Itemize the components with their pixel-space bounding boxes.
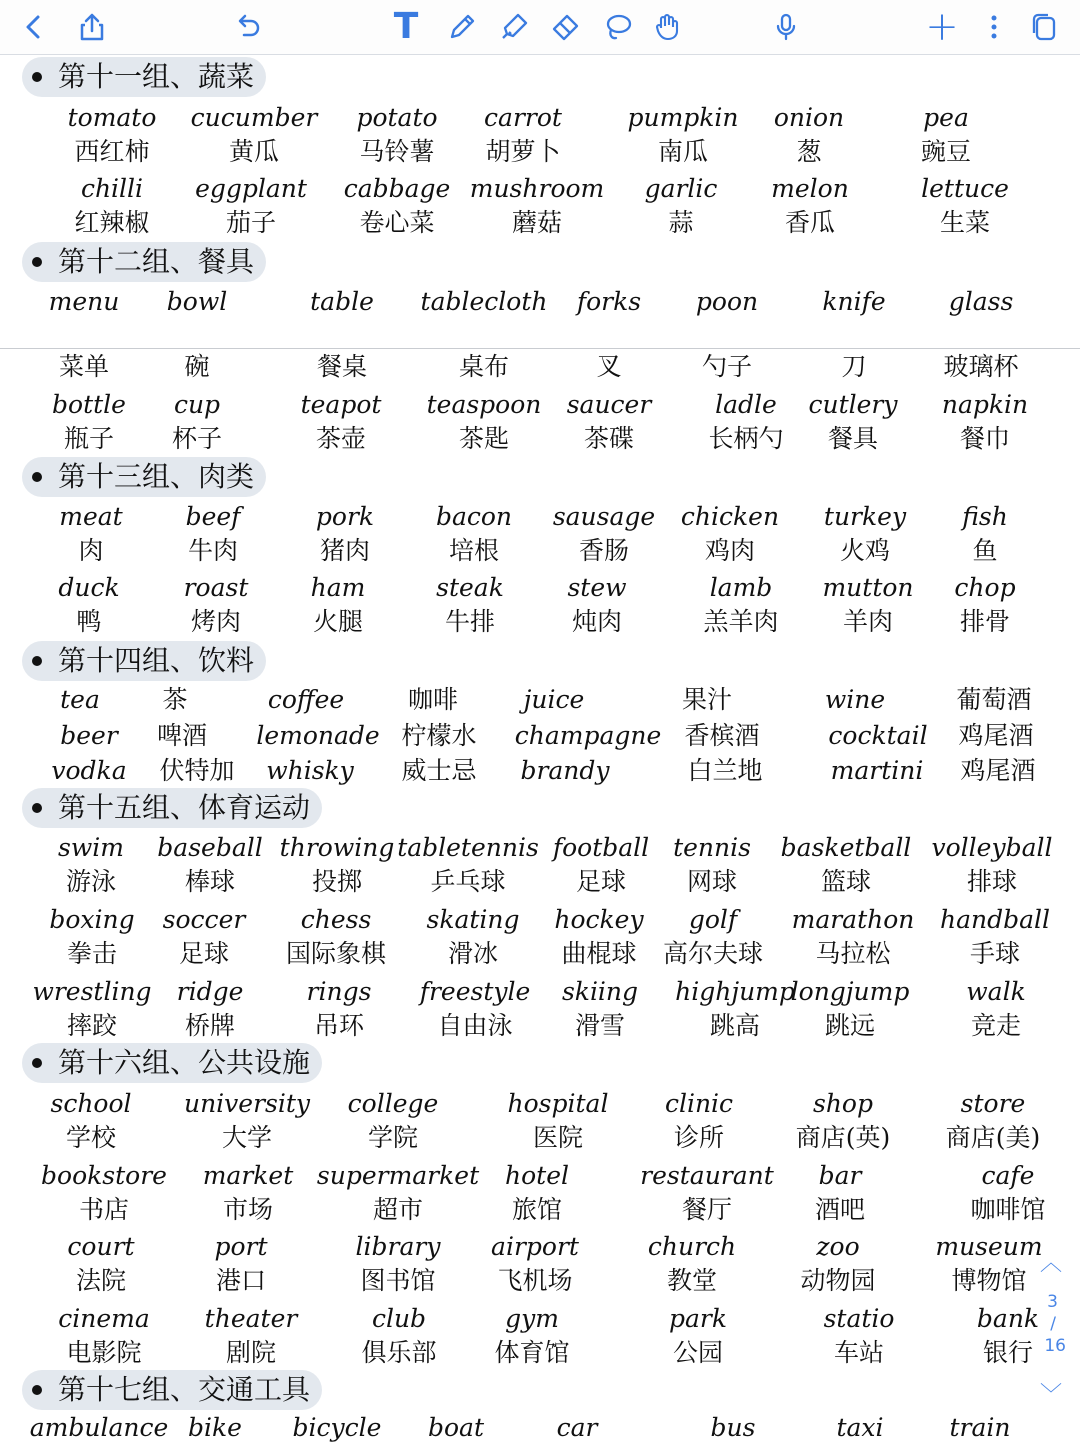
english-word: glass xyxy=(948,287,1014,316)
english-word: bottle xyxy=(52,390,126,419)
english-word: gym xyxy=(505,1304,559,1333)
english-word: skating xyxy=(426,905,520,934)
chinese-word: 酒吧 xyxy=(814,1195,866,1224)
bullet-icon xyxy=(32,1385,42,1395)
english-word: table xyxy=(310,287,374,316)
microphone-icon[interactable] xyxy=(766,7,806,47)
english-word: tablecloth xyxy=(420,287,548,316)
chinese-word: 投掷 xyxy=(311,867,363,896)
chinese-word: 曲棍球 xyxy=(561,939,637,968)
chinese-word: 香瓜 xyxy=(784,208,836,237)
english-word: saucer xyxy=(566,390,652,419)
english-word: cutlery xyxy=(808,390,898,419)
chinese-word: 培根 xyxy=(448,536,500,565)
english-word: turkey xyxy=(823,502,907,531)
chinese-word: 公园 xyxy=(672,1338,724,1367)
chinese-word: 学院 xyxy=(367,1123,419,1152)
page-separator: / xyxy=(1050,1314,1056,1334)
english-word: park xyxy=(668,1304,728,1333)
chinese-word: 南瓜 xyxy=(657,137,709,166)
chinese-word: 电影院 xyxy=(66,1338,142,1367)
chinese-word: 咖啡 xyxy=(407,685,459,714)
english-word: lettuce xyxy=(921,174,1009,203)
english-word: bar xyxy=(818,1161,862,1190)
chinese-word: 排骨 xyxy=(959,607,1011,636)
english-word: cabbage xyxy=(343,174,451,203)
english-word: tabletennis xyxy=(397,833,539,862)
chinese-word: 茶 xyxy=(162,685,188,714)
page-current: 3 xyxy=(1047,1292,1058,1312)
chinese-word: 马铃薯 xyxy=(359,137,435,166)
chinese-word: 鸭 xyxy=(76,607,102,636)
english-word: ham xyxy=(310,573,366,602)
english-word: beef xyxy=(185,502,241,531)
scroll-down-icon[interactable]: ﹀ xyxy=(1039,1383,1062,1408)
english-word: beer xyxy=(60,721,118,750)
chinese-word: 自由泳 xyxy=(437,1011,513,1040)
chinese-word: 餐桌 xyxy=(316,352,368,381)
chinese-word: 柠檬水 xyxy=(401,721,477,750)
english-word: golf xyxy=(688,905,738,934)
chinese-word: 商店(美) xyxy=(945,1123,1041,1152)
chinese-word: 香槟酒 xyxy=(684,721,760,750)
english-word: poon xyxy=(695,287,759,316)
english-word: onion xyxy=(773,103,845,132)
english-word: hockey xyxy=(554,905,644,934)
chinese-word: 烤肉 xyxy=(190,607,242,636)
chinese-word: 玻璃杯 xyxy=(943,352,1019,381)
english-word: stew xyxy=(567,573,627,602)
english-word: champagne xyxy=(514,721,662,750)
english-word: clinic xyxy=(664,1089,734,1118)
chinese-word: 书店 xyxy=(78,1195,130,1224)
chinese-word: 茄子 xyxy=(225,208,277,237)
english-word: airport xyxy=(491,1232,579,1261)
toolbar xyxy=(0,0,1080,55)
chinese-word: 肉 xyxy=(78,536,104,565)
english-word: car xyxy=(556,1413,598,1442)
english-word: whisky xyxy=(266,756,354,785)
chinese-word: 银行 xyxy=(982,1338,1034,1367)
english-word: forks xyxy=(576,287,642,316)
english-word: freestyle xyxy=(419,977,531,1006)
english-word: cucumber xyxy=(190,103,318,132)
english-word: vodka xyxy=(51,756,127,785)
chinese-word: 生菜 xyxy=(939,208,991,237)
chinese-word: 香肠 xyxy=(578,536,630,565)
english-word: chop xyxy=(954,573,1016,602)
chinese-word: 体育馆 xyxy=(494,1338,570,1367)
english-word: ambulance xyxy=(29,1413,169,1442)
english-word: hotel xyxy=(505,1161,569,1190)
chinese-word: 吊环 xyxy=(313,1011,365,1040)
undo-icon[interactable] xyxy=(228,7,268,47)
chinese-word: 国际象棋 xyxy=(285,939,387,968)
eraser-icon[interactable] xyxy=(546,7,586,47)
section-header xyxy=(22,457,266,497)
chinese-word: 滑冰 xyxy=(447,939,499,968)
english-word: theater xyxy=(204,1304,298,1333)
english-word: museum xyxy=(935,1232,1043,1261)
bullet-icon xyxy=(32,257,42,267)
chinese-word: 茶匙 xyxy=(458,424,510,453)
chinese-word: 茶碟 xyxy=(583,424,635,453)
chinese-word: 大学 xyxy=(221,1123,273,1152)
chinese-word: 摔跤 xyxy=(66,1011,118,1040)
chinese-word: 法院 xyxy=(75,1266,127,1295)
chinese-word: 高尔夫球 xyxy=(662,939,764,968)
english-word: shop xyxy=(813,1089,873,1118)
lasso-icon[interactable] xyxy=(598,7,638,47)
english-word: highjump xyxy=(675,977,795,1006)
english-word: lemonade xyxy=(256,721,380,750)
english-word: eggplant xyxy=(195,174,307,203)
chinese-word: 棒球 xyxy=(184,867,236,896)
chinese-word: 图书馆 xyxy=(360,1266,436,1295)
english-word: school xyxy=(50,1089,132,1118)
english-word: soccer xyxy=(162,905,246,934)
chinese-word: 卷心菜 xyxy=(359,208,435,237)
hand-icon[interactable] xyxy=(648,7,688,47)
chinese-word: 剧院 xyxy=(225,1338,277,1367)
chinese-word: 猪肉 xyxy=(319,536,371,565)
chinese-word: 长柄勺 xyxy=(708,424,784,453)
share-icon[interactable] xyxy=(72,7,112,47)
more-icon[interactable] xyxy=(974,7,1014,47)
section-header xyxy=(22,1043,322,1083)
chinese-word: 咖啡馆 xyxy=(970,1195,1046,1224)
section-title: 第十一组、蔬菜 xyxy=(58,60,255,93)
english-word: supermarket xyxy=(316,1161,480,1190)
english-word: zoo xyxy=(816,1232,860,1261)
english-word: chicken xyxy=(680,502,780,531)
english-word: meat xyxy=(59,502,123,531)
chinese-word: 羔羊肉 xyxy=(703,607,779,636)
english-word: walk xyxy=(966,977,1026,1006)
chinese-word: 羊肉 xyxy=(842,607,894,636)
chinese-word: 跳高 xyxy=(709,1011,761,1040)
chinese-word: 商店(英) xyxy=(795,1123,891,1152)
english-word: throwing xyxy=(279,833,395,862)
english-word: coffee xyxy=(267,685,345,714)
scroll-up-icon[interactable]: ︿ xyxy=(1039,1251,1062,1276)
chinese-word: 勺子 xyxy=(701,352,753,381)
english-word: boat xyxy=(427,1413,485,1442)
chinese-word: 乒乓球 xyxy=(430,867,506,896)
chinese-word: 威士忌 xyxy=(401,756,477,785)
chinese-word: 餐厅 xyxy=(681,1195,733,1224)
bullet-icon xyxy=(32,472,42,482)
chinese-word: 滑雪 xyxy=(574,1011,626,1040)
english-word: store xyxy=(960,1089,1026,1118)
section-title: 第十六组、公共设施 xyxy=(58,1046,311,1079)
english-word: baseball xyxy=(157,833,263,862)
english-word: roast xyxy=(183,573,249,602)
english-word: port xyxy=(214,1232,268,1261)
english-word: menu xyxy=(48,287,120,316)
english-word: handball xyxy=(939,905,1051,934)
pages-icon[interactable] xyxy=(1024,7,1064,47)
chinese-word: 杯子 xyxy=(171,424,223,453)
english-word: cinema xyxy=(58,1304,150,1333)
page-divider xyxy=(0,348,1080,349)
pen-icon[interactable] xyxy=(442,7,482,47)
english-word: university xyxy=(183,1089,311,1118)
chinese-word: 果汁 xyxy=(681,685,733,714)
english-word: sausage xyxy=(552,502,656,531)
english-word: brandy xyxy=(520,756,610,785)
english-word: bus xyxy=(710,1413,756,1442)
chinese-word: 篮球 xyxy=(820,867,872,896)
english-word: duck xyxy=(58,573,120,602)
english-word: football xyxy=(552,833,650,862)
chinese-word: 医院 xyxy=(532,1123,584,1152)
bullet-icon xyxy=(32,72,42,82)
english-word: knife xyxy=(822,287,886,316)
chinese-word: 餐具 xyxy=(827,424,879,453)
english-word: marathon xyxy=(791,905,915,934)
section-header xyxy=(22,788,322,828)
english-word: cafe xyxy=(981,1161,1035,1190)
english-word: volleyball xyxy=(931,833,1053,862)
english-word: college xyxy=(347,1089,439,1118)
english-word: court xyxy=(67,1232,135,1261)
chinese-word: 马拉松 xyxy=(815,939,891,968)
chinese-word: 拳击 xyxy=(66,939,118,968)
chinese-word: 桌布 xyxy=(458,352,510,381)
chinese-word: 足球 xyxy=(575,867,627,896)
highlighter-icon[interactable] xyxy=(494,7,534,47)
chinese-word: 胡萝卜 xyxy=(485,137,561,166)
chinese-word: 鸡尾酒 xyxy=(958,721,1034,750)
english-word: teaspoon xyxy=(426,390,542,419)
english-word: fish xyxy=(962,502,1008,531)
english-word: cup xyxy=(173,390,221,419)
english-word: statio xyxy=(823,1304,895,1333)
chinese-word: 竞走 xyxy=(970,1011,1022,1040)
chinese-word: 豌豆 xyxy=(920,137,972,166)
english-word: pork xyxy=(315,502,375,531)
english-word: swim xyxy=(58,833,124,862)
english-word: restaurant xyxy=(640,1161,774,1190)
section-title: 第十七组、交通工具 xyxy=(58,1373,311,1406)
chinese-word: 啤酒 xyxy=(156,721,208,750)
english-word: lamb xyxy=(709,573,773,602)
english-word: napkin xyxy=(941,390,1029,419)
chinese-word: 游泳 xyxy=(65,867,117,896)
english-word: martini xyxy=(830,756,924,785)
english-word: longjump xyxy=(790,977,910,1006)
chinese-word: 动物园 xyxy=(800,1266,876,1295)
english-word: mushroom xyxy=(469,174,605,203)
english-word: chess xyxy=(300,905,372,934)
chinese-word: 叉 xyxy=(596,352,622,381)
english-word: juice xyxy=(523,685,585,714)
english-word: rings xyxy=(306,977,372,1006)
chinese-word: 博物馆 xyxy=(951,1266,1027,1295)
chinese-word: 西红柿 xyxy=(74,137,150,166)
bullet-icon xyxy=(32,656,42,666)
chinese-word: 学校 xyxy=(65,1123,117,1152)
english-word: club xyxy=(371,1304,427,1333)
chinese-word: 鸡肉 xyxy=(704,536,756,565)
english-word: melon xyxy=(771,174,849,203)
english-word: bank xyxy=(976,1304,1040,1333)
page-total: 16 xyxy=(1044,1336,1066,1356)
section-header xyxy=(22,57,266,97)
chinese-word: 蘑菇 xyxy=(511,208,563,237)
english-word: mutton xyxy=(822,573,914,602)
chinese-word: 茶壶 xyxy=(315,424,367,453)
chinese-word: 手球 xyxy=(969,939,1021,968)
english-word: bowl xyxy=(166,287,228,316)
text-tool-icon[interactable]: T xyxy=(393,6,419,47)
english-word: ladle xyxy=(715,390,777,419)
chinese-word: 足球 xyxy=(178,939,230,968)
english-word: pumpkin xyxy=(627,103,739,132)
english-word: church xyxy=(647,1232,737,1261)
back-icon[interactable] xyxy=(14,7,54,47)
chinese-word: 伏特加 xyxy=(159,756,235,785)
english-word: basketball xyxy=(780,833,912,862)
chinese-word: 蒜 xyxy=(668,208,694,237)
bullet-icon xyxy=(32,803,42,813)
english-word: potato xyxy=(356,103,438,132)
chinese-word: 牛排 xyxy=(444,607,496,636)
english-word: bike xyxy=(188,1413,242,1442)
section-header xyxy=(22,641,266,681)
chinese-word: 排球 xyxy=(966,867,1018,896)
chinese-word: 餐巾 xyxy=(959,424,1011,453)
english-word: bookstore xyxy=(41,1161,167,1190)
bullet-icon xyxy=(32,1058,42,1068)
chinese-word: 车站 xyxy=(833,1338,885,1367)
chinese-word: 桥牌 xyxy=(184,1011,236,1040)
english-word: market xyxy=(202,1161,294,1190)
chinese-word: 超市 xyxy=(372,1195,424,1224)
section-header xyxy=(22,1370,322,1410)
section-title: 第十五组、体育运动 xyxy=(58,791,311,824)
chinese-word: 火腿 xyxy=(312,607,364,636)
english-word: train xyxy=(949,1413,1011,1442)
chinese-word: 网球 xyxy=(686,867,738,896)
chinese-word: 葱 xyxy=(796,137,822,166)
chinese-word: 火鸡 xyxy=(839,536,891,565)
add-icon[interactable]: + xyxy=(925,4,959,50)
english-word: wine xyxy=(824,685,886,714)
chinese-word: 碗 xyxy=(184,352,210,381)
chinese-word: 菜单 xyxy=(58,352,110,381)
english-word: bacon xyxy=(435,502,513,531)
chinese-word: 飞机场 xyxy=(497,1266,573,1295)
english-word: steak xyxy=(436,573,504,602)
english-word: taxi xyxy=(836,1413,884,1442)
chinese-word: 白兰地 xyxy=(687,756,763,785)
english-word: carrot xyxy=(484,103,562,132)
english-word: garlic xyxy=(644,174,718,203)
chinese-word: 俱乐部 xyxy=(361,1338,437,1367)
chinese-word: 红辣椒 xyxy=(74,208,150,237)
english-word: tea xyxy=(60,685,100,714)
chinese-word: 诊所 xyxy=(673,1123,725,1152)
chinese-word: 教堂 xyxy=(666,1266,718,1295)
english-word: wrestling xyxy=(32,977,152,1006)
english-word: skiing xyxy=(561,977,639,1006)
section-header xyxy=(22,242,266,282)
chinese-word: 跳远 xyxy=(824,1011,876,1040)
chinese-word: 港口 xyxy=(215,1266,267,1295)
english-word: ridge xyxy=(176,977,244,1006)
english-word: teapot xyxy=(300,390,382,419)
english-word: pea xyxy=(923,103,969,132)
chinese-word: 瓶子 xyxy=(63,424,115,453)
chinese-word: 刀 xyxy=(841,352,867,381)
chinese-word: 鱼 xyxy=(972,536,998,565)
section-title: 第十三组、肉类 xyxy=(58,460,255,493)
chinese-word: 鸡尾酒 xyxy=(960,756,1036,785)
chinese-word: 葡萄酒 xyxy=(956,685,1032,714)
section-title: 第十二组、餐具 xyxy=(58,245,255,278)
english-word: hospital xyxy=(507,1089,609,1118)
english-word: tomato xyxy=(67,103,157,132)
chinese-word: 炖肉 xyxy=(571,607,623,636)
chinese-word: 市场 xyxy=(222,1195,274,1224)
english-word: library xyxy=(355,1232,441,1261)
english-word: bicycle xyxy=(292,1413,382,1442)
chinese-word: 黄瓜 xyxy=(228,137,280,166)
english-word: cocktail xyxy=(828,721,928,750)
chinese-word: 牛肉 xyxy=(187,536,239,565)
english-word: tennis xyxy=(673,833,751,862)
english-word: boxing xyxy=(49,905,135,934)
chinese-word: 旅馆 xyxy=(511,1195,563,1224)
section-title: 第十四组、饮料 xyxy=(58,644,255,677)
english-word: chilli xyxy=(80,174,144,203)
